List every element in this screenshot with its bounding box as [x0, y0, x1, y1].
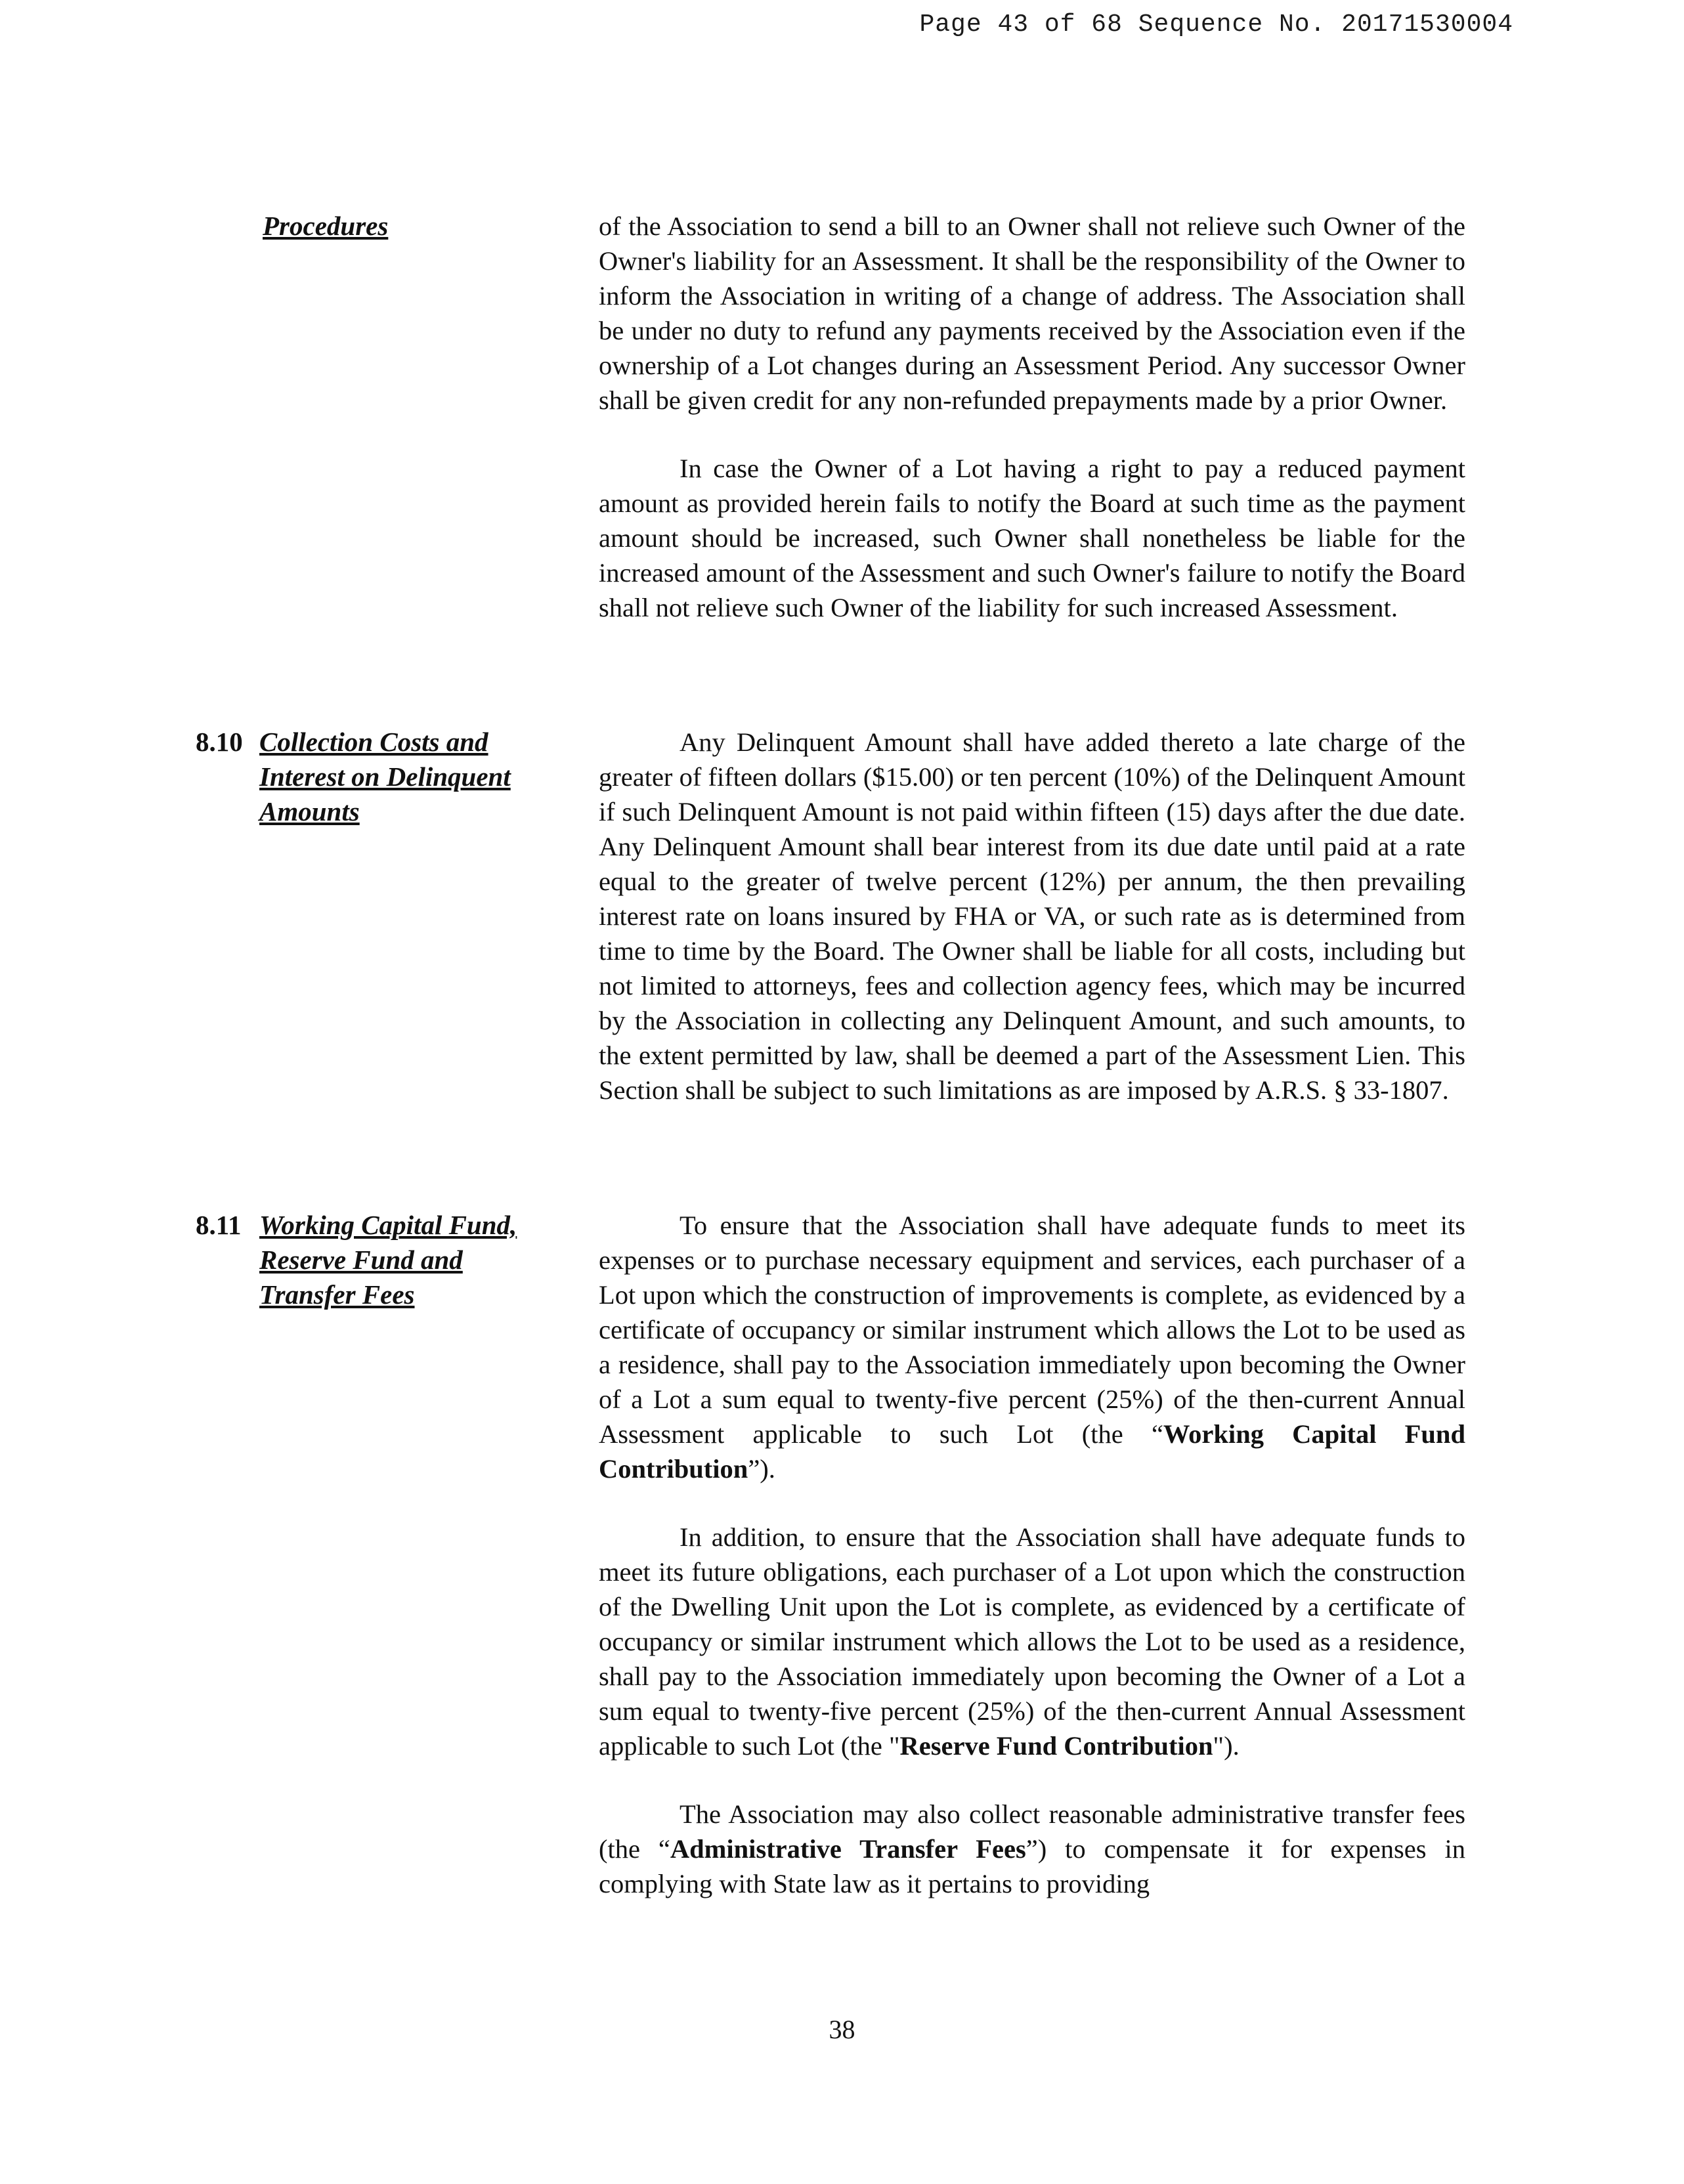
paragraph-text: "). [1213, 1731, 1240, 1761]
section-body [599, 209, 1465, 625]
defined-term: Working Capital Fund Contribution [599, 1419, 1465, 1484]
section-title: Collection Costs and Interest on Delinquent Amounts [259, 727, 511, 826]
paragraph: of the Association to send a bill to an Owner shall not relieve such Owner of the Owner's liability for an Assessment. It shall be the responsibility of the Owner to inform the Association in writing of a change of address. The Association shall be under no duty to refund any payments received by the Association even if the ownership of a Lot changes during an Assessment Period. Any successor Owner shall be given credit for any non-refunded prepayments made by a prior Owner. [599, 211, 1465, 415]
paragraph-text: In addition, to ensure that the Association shall have adequate funds to meet its future obligations, each purchaser of a Lot upon which the construction of the Dwelling Unit upon the Lot is complete, as evidenced by a certificate of occupancy or similar instrument which allows the Lot to be used as a residence, shall pay to the Association immediately upon becoming the Owner of a Lot a sum equal to twenty-five percent (25%) of the then-current Annual Assessment applicable to such Lot (the " [599, 1522, 1465, 1761]
section-number: 8.11 [196, 1210, 242, 1240]
section-title: Working Capital Fund, Reserve Fund and Transfer Fees [259, 1210, 517, 1310]
paragraph [599, 1208, 1465, 1486]
defined-term: Administrative Transfer Fees [670, 1834, 1026, 1864]
paragraph-text: ”) to compensate it for expenses in complying with State law as it pertains to providing [599, 1834, 1465, 1898]
paragraph: In case the Owner of a Lot having a right to pay a reduced payment amount as provided herein fails to notify the Board at such time as the payment amount should be increased, such Owner shall nonetheless be liable for the increased amount of the Assessment and such Owner's failure to notify the Board shall not relieve such Owner of the liability for such increased Assessment. [599, 454, 1465, 622]
paragraph: Any Delinquent Amount shall have added thereto a late charge of the greater of fifteen dollars ($15.00) or ten percent (10%) of the Delinquent Amount if such Delinquent Amount is not paid within fifteen (15) days after the due date. Any Delinquent Amount shall bear interest from its due date until paid at a rate equal to the greater of twelve percent (12%) per annum, the then prevailing interest rate on loans insured by FHA or VA, or such rate as is determined from time to time by the Board. The Owner shall be liable for all costs, including but not limited to attorneys, fees and collection agency fees, which may be incurred by the Association in collecting any Delinquent Amount, and such amounts, to the extent permitted by law, shall be deemed a part of the Assessment Lien. This Section shall be subject to such limitations as are imposed by A.R.S. § 33-1807. [599, 727, 1465, 1105]
section-body [599, 725, 1465, 1107]
defined-term: Reserve Fund Contribution [899, 1731, 1213, 1761]
paragraph [599, 1797, 1465, 1901]
paragraph-text: ”). [748, 1454, 775, 1484]
section-body [599, 1208, 1465, 1901]
section-title: Procedures [263, 211, 389, 241]
paragraph [599, 1520, 1465, 1763]
page-sequence-header: Page 43 of 68 Sequence No. 20171530004 [919, 11, 1513, 39]
paragraph-text: The Association may also collect reasonable administrative transfer fees (the “ [599, 1799, 1465, 1864]
page-number: 38 [829, 2015, 855, 2044]
section-number: 8.10 [196, 727, 243, 757]
paragraph-text: To ensure that the Association shall have adequate funds to meet its expenses or to purchase necessary equipment and services, each purchaser of a Lot upon which the construction of improvements is complete, as evidenced by a certificate of occupancy or similar instrument which allows the Lot to be used as a residence, shall pay to the Association immediately upon becoming the Owner of a Lot a sum equal to twenty-five percent (25%) of the then-current Annual Assessment applicable to such Lot (the “ [599, 1210, 1465, 1449]
